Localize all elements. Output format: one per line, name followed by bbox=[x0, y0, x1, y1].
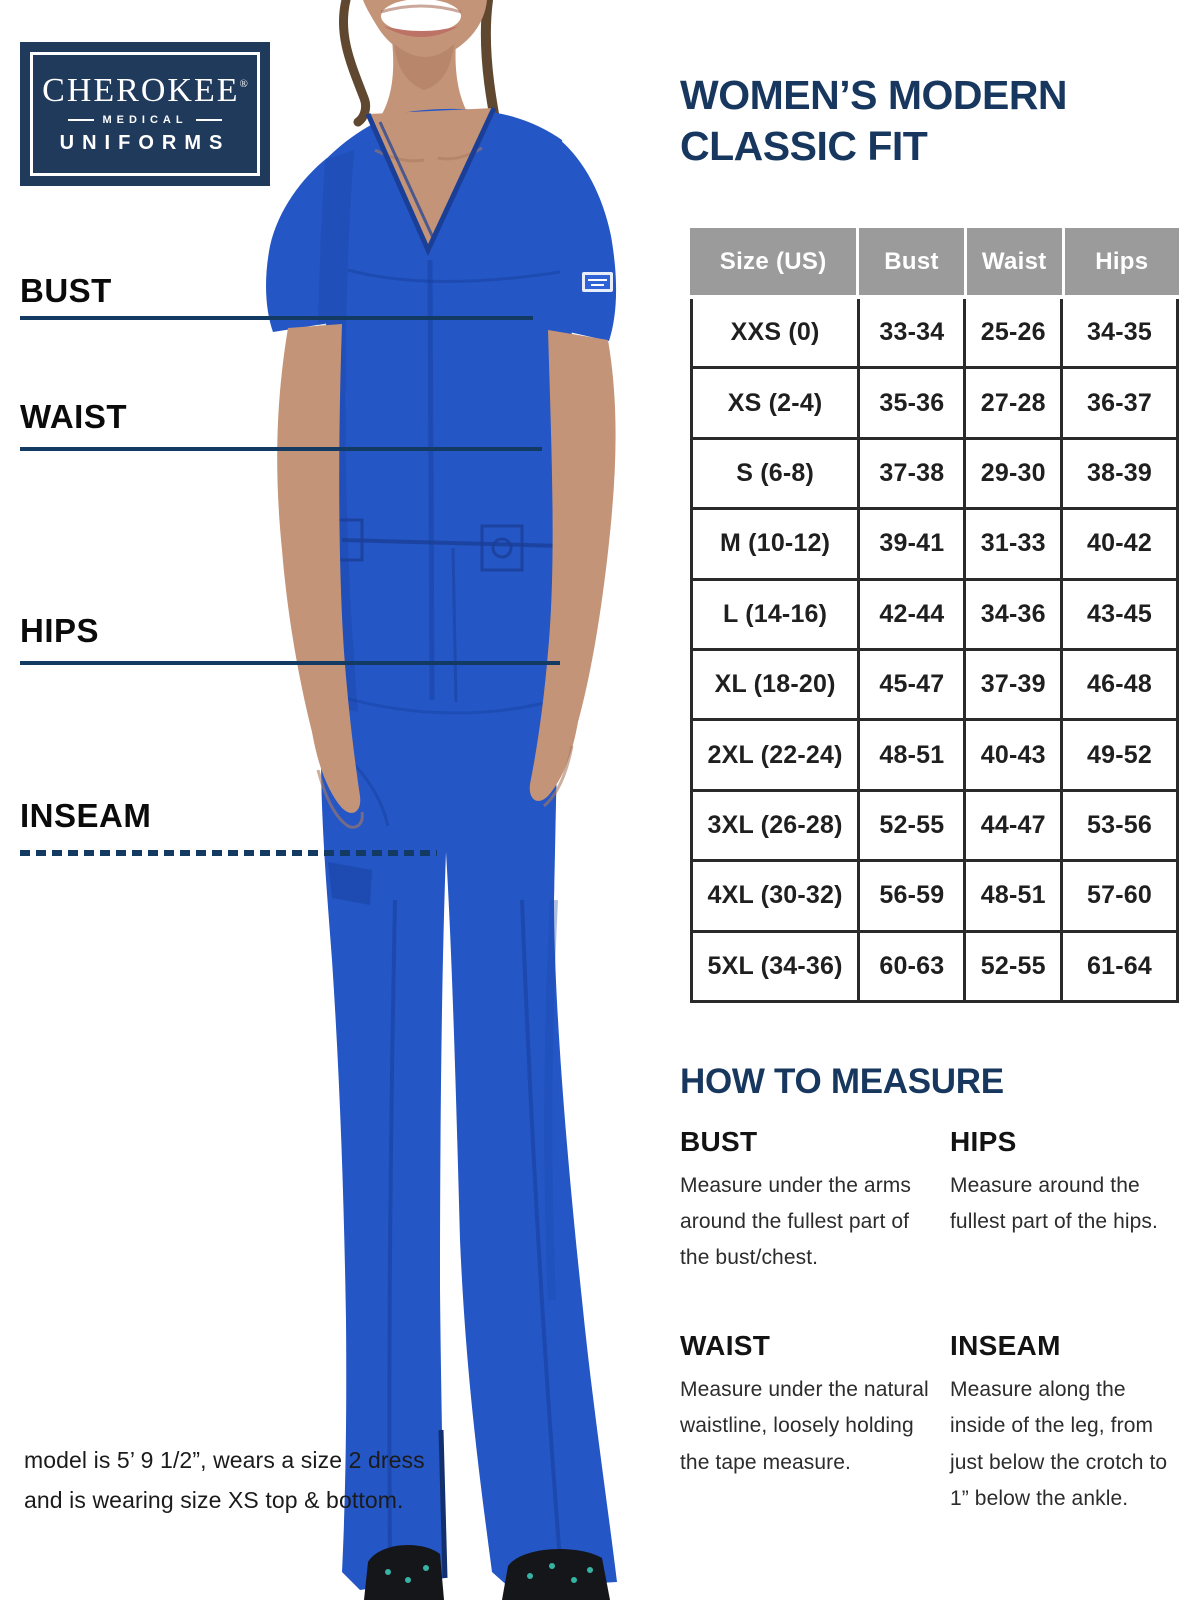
hair-strand-left bbox=[343, 0, 365, 122]
size-cell: XXS (0) bbox=[730, 318, 820, 347]
size-cell: 5XL (34-36) bbox=[707, 951, 843, 980]
hips-cell: 38-39 bbox=[1060, 440, 1176, 507]
measure-item-bust bbox=[680, 1126, 950, 1276]
waist-cell: 29-30 bbox=[963, 440, 1060, 507]
size-cell: 4XL (30-32) bbox=[707, 881, 843, 910]
bust-cell: 52-55 bbox=[857, 792, 963, 859]
hips-cell: 49-52 bbox=[1060, 721, 1176, 788]
measure-item-waist bbox=[680, 1330, 950, 1516]
how-to-measure-heading: HOW TO MEASURE bbox=[680, 1062, 1004, 1101]
hips-cell: 40-42 bbox=[1060, 510, 1176, 577]
size-cell: 2XL (22-24) bbox=[707, 740, 843, 769]
waist-guide-line bbox=[20, 447, 542, 451]
size-cell: 3XL (26-28) bbox=[707, 810, 843, 839]
page-title-line2: CLASSIC FIT bbox=[680, 122, 928, 169]
table-row bbox=[693, 369, 1176, 439]
measure-item-text: Measure around the fullest part of the hips. bbox=[950, 1174, 1158, 1234]
hips-guide-line bbox=[20, 661, 560, 665]
inseam-label: INSEAM bbox=[20, 797, 152, 834]
hips-label: HIPS bbox=[20, 612, 100, 649]
table-row bbox=[693, 651, 1176, 721]
sleeve-right bbox=[547, 140, 616, 341]
measure-item-label: INSEAM bbox=[950, 1330, 1061, 1362]
size-cell: L (14-16) bbox=[723, 599, 828, 628]
table-row bbox=[693, 299, 1176, 369]
brand-logo bbox=[20, 42, 270, 186]
waist-cell: 37-39 bbox=[963, 651, 1060, 718]
brand-logo-frame bbox=[30, 52, 260, 176]
brand-division: UNIFORMS bbox=[59, 131, 231, 154]
table-row bbox=[693, 721, 1176, 791]
brand-tier-row bbox=[68, 114, 221, 126]
waist-cell: 34-36 bbox=[963, 581, 1060, 648]
waist-cell: 48-51 bbox=[963, 862, 1060, 929]
table-body bbox=[690, 299, 1179, 1003]
hips-cell: 57-60 bbox=[1060, 862, 1176, 929]
waist-label: WAIST bbox=[20, 398, 127, 435]
divider-line-left bbox=[68, 119, 94, 121]
measure-item-text: Measure under the natural waistline, loosely holding the tape measure. bbox=[680, 1378, 929, 1474]
hips-cell: 53-56 bbox=[1060, 792, 1176, 859]
waist-cell: 27-28 bbox=[963, 369, 1060, 436]
column-header-size: Size (US) bbox=[719, 247, 827, 275]
table-row bbox=[693, 792, 1176, 862]
bust-cell: 56-59 bbox=[857, 862, 963, 929]
measure-item-label: BUST bbox=[680, 1126, 758, 1157]
hips-cell: 36-37 bbox=[1060, 369, 1176, 436]
hips-cell: 34-35 bbox=[1060, 299, 1176, 366]
model-note-line1: model is 5’ 9 1/2”, wears a size 2 dress bbox=[24, 1447, 425, 1473]
sneakers bbox=[364, 1545, 610, 1600]
brand-name bbox=[42, 71, 248, 109]
model-note bbox=[24, 1440, 425, 1520]
bust-guide-line bbox=[20, 316, 533, 320]
bust-cell: 35-36 bbox=[857, 369, 963, 436]
table-row bbox=[693, 581, 1176, 651]
measure-item-inseam bbox=[950, 1330, 1180, 1516]
measure-item-label: WAIST bbox=[680, 1330, 771, 1362]
page-title bbox=[680, 70, 1067, 172]
waist-cell: 25-26 bbox=[963, 299, 1060, 366]
table-row bbox=[693, 933, 1176, 1003]
model-photo bbox=[230, 0, 690, 1600]
registered-mark: ® bbox=[239, 77, 248, 90]
hips-cell: 61-64 bbox=[1060, 933, 1176, 1000]
bust-cell: 48-51 bbox=[857, 721, 963, 788]
bust-cell: 42-44 bbox=[857, 581, 963, 648]
size-chart-table bbox=[690, 228, 1179, 1003]
page-title-line1: WOMEN’S MODERN bbox=[680, 72, 1068, 118]
bust-cell: 37-38 bbox=[857, 440, 963, 507]
waist-cell: 44-47 bbox=[963, 792, 1060, 859]
waist-cell: 31-33 bbox=[963, 510, 1060, 577]
table-row bbox=[693, 440, 1176, 510]
bust-cell: 60-63 bbox=[857, 933, 963, 1000]
size-cell: XL (18-20) bbox=[714, 670, 836, 699]
bust-cell: 33-34 bbox=[857, 299, 963, 366]
table-header-row bbox=[690, 228, 1179, 295]
measure-item-text: Measure under the arms around the fullest part of the bust/chest. bbox=[680, 1174, 911, 1270]
bust-cell: 39-41 bbox=[857, 510, 963, 577]
size-cell: XS (2-4) bbox=[727, 388, 823, 417]
waist-cell: 40-43 bbox=[963, 721, 1060, 788]
table-row bbox=[693, 510, 1176, 580]
model-note-line2: and is wearing size XS top & bottom. bbox=[24, 1487, 404, 1514]
inseam-guide-line-dashed bbox=[20, 850, 437, 856]
hips-cell: 43-45 bbox=[1060, 581, 1176, 648]
brand-tier: MEDICAL bbox=[102, 113, 188, 126]
measure-item-label: HIPS bbox=[950, 1126, 1017, 1157]
bust-cell: 45-47 bbox=[857, 651, 963, 718]
divider-line-right bbox=[196, 119, 222, 121]
column-header-bust: Bust bbox=[856, 228, 964, 295]
how-to-measure-grid bbox=[680, 1126, 1180, 1517]
column-header-waist: Waist bbox=[964, 228, 1062, 295]
brand-name-text: CHEROKEE bbox=[42, 71, 240, 109]
measure-item-text: Measure along the inside of the leg, from just below the crotch to 1” below the ankle. bbox=[950, 1378, 1168, 1510]
measure-item-hips bbox=[950, 1126, 1180, 1276]
table-row bbox=[693, 862, 1176, 932]
sleeve-logo-patch bbox=[582, 272, 613, 292]
column-header-hips: Hips bbox=[1062, 228, 1179, 295]
size-cell: S (6-8) bbox=[736, 458, 815, 487]
hips-cell: 46-48 bbox=[1060, 651, 1176, 718]
top-center-seam bbox=[430, 260, 432, 700]
size-cell: M (10-12) bbox=[720, 529, 831, 558]
waist-cell: 52-55 bbox=[963, 933, 1060, 1000]
bust-label: BUST bbox=[20, 272, 112, 309]
model-illustration bbox=[230, 0, 690, 1600]
